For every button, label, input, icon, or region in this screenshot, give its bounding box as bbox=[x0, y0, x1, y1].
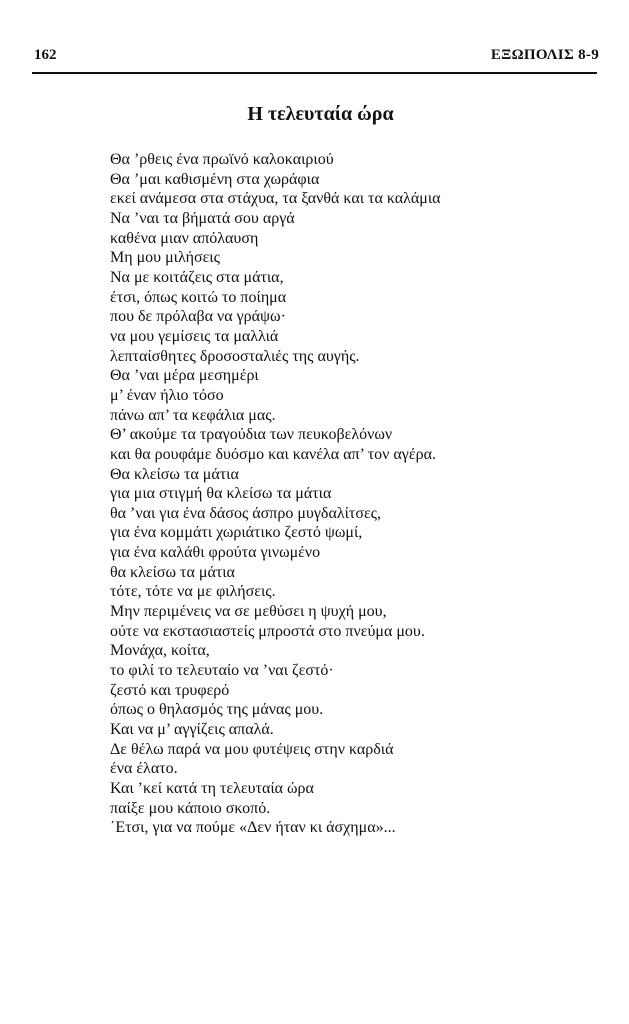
poem-line: Να με κοιτάζεις στα μάτια, bbox=[110, 268, 284, 286]
header-rule bbox=[32, 72, 597, 74]
poem-line: Μην περιμένεις να σε μεθύσει η ψυχή μου, bbox=[110, 603, 387, 621]
poem-line: Δε θέλω παρά να μου φυτέψεις στην καρδιά bbox=[110, 740, 394, 758]
poem-line: πάνω απ’ τα κεφάλια μας. bbox=[110, 406, 276, 424]
poem-line: θα κλείσω τα μάτια bbox=[110, 563, 235, 581]
poem-line: παίξε μου κάποιο σκοπό. bbox=[110, 799, 271, 817]
poem-title: Η τελευταία ώρα bbox=[247, 103, 394, 125]
poem-line: Να ’ναι τα βήματά σου αργά bbox=[110, 209, 295, 227]
poem-line: Μονάχα, κοίτα, bbox=[110, 642, 210, 660]
poem-line: ΄Ετσι, για να πούμε «Δεν ήταν κι άσχημα»... bbox=[110, 819, 396, 837]
poem-line: Και ’κεί κατά τη τελευταία ώρα bbox=[110, 780, 314, 797]
poem-line: για ένα κομμάτι χωριάτικο ζεστό ψωμί, bbox=[110, 524, 363, 542]
poem-line: τότε, τότε να με φιλήσεις. bbox=[110, 583, 276, 601]
running-head: ΕΞΩΠΟΛΙΣ 8-9 bbox=[490, 47, 599, 63]
poem-line: Θα ’ναι μέρα μεσημέρι bbox=[110, 367, 259, 385]
poem-line: για ένα καλάθι φρούτα γινωμένο bbox=[110, 544, 321, 562]
poem-line: εκεί ανάμεσα στα στάχυα, τα ξανθά και τα καλάμια bbox=[110, 190, 441, 208]
page-number: 162 bbox=[34, 47, 57, 63]
poem-line: Μη μου μιλήσεις bbox=[110, 249, 220, 267]
poem-line: λεπταίσθητες δροσοσταλιές της αυγής. bbox=[110, 347, 360, 365]
poem-line: όπως ο θηλασμός της μάνας μου. bbox=[110, 701, 324, 719]
poem-line: Θα κλείσω τα μάτια bbox=[110, 465, 239, 483]
poem-line: ζεστό και τρυφερό bbox=[110, 681, 230, 699]
poem-line: Και να μ’ αγγίζεις απαλά. bbox=[110, 721, 274, 739]
poem-line: έτσι, όπως κοιτώ το ποίημα bbox=[110, 288, 287, 306]
poem-line: Θ’ ακούμε τα τραγούδια των πευκοβελόνων bbox=[110, 426, 393, 444]
poem-line: και θα ρουφάμε δυόσμο και κανέλα απ’ τον αγέρα. bbox=[110, 445, 436, 463]
poem-line: να μου γεμίσεις τα μαλλιά bbox=[110, 327, 279, 345]
poem-line: μ’ έναν ήλιο τόσο bbox=[110, 386, 224, 404]
poem-line: καθένα μιαν απόλαυση bbox=[110, 229, 259, 247]
poem-line: ένα έλατο. bbox=[110, 760, 178, 778]
poem-line: που δε πρόλαβα να γράψω· bbox=[110, 308, 286, 326]
poem-line: το φιλί το τελευταίο να ’ναι ζεστό· bbox=[110, 662, 334, 680]
poem-body bbox=[110, 150, 441, 838]
poem-line: Θα ’μαι καθισμένη στα χωράφια bbox=[110, 170, 320, 188]
poem-line: Θα ’ρθεις ένα πρωϊνό καλοκαιριού bbox=[110, 151, 334, 168]
poem-line: για μια στιγμή θα κλείσω τα μάτια bbox=[110, 485, 332, 503]
poem-line: θα ’ναι για ένα δάσος άσπρο μυγδαλίτσες, bbox=[110, 504, 382, 522]
poem-line: ούτε να εκστασιαστείς μπροστά στο πνεύμα μου. bbox=[110, 622, 425, 640]
